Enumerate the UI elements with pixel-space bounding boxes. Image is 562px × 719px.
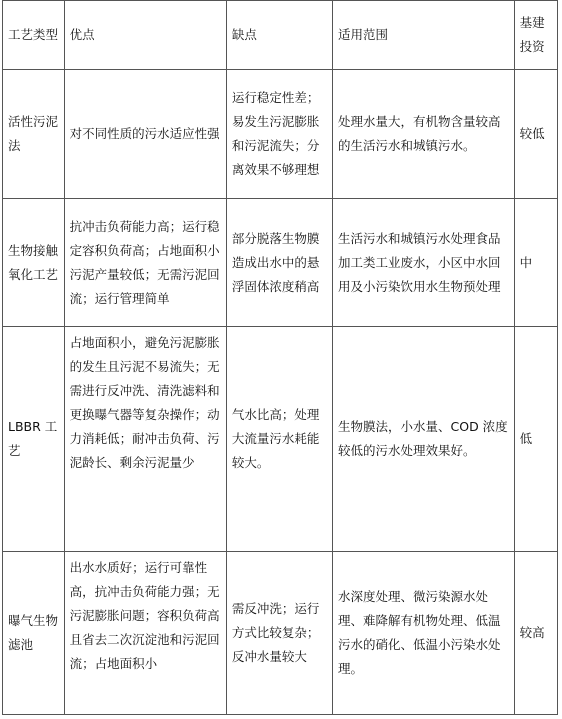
- header-investment: 基建投资: [514, 1, 557, 70]
- cell-pros: 抗冲击负荷能力高；运行稳定容积负荷高；占地面积小污泥产量较低；无需污泥回流；运行管理简单: [64, 199, 226, 327]
- table-header-row: [3, 1, 558, 70]
- cell-scope: 处理水量大，有机物含量较高的生活污水和城镇污水。: [333, 70, 515, 199]
- cell-cons: 需反冲洗；运行方式比较复杂；反冲水量较大: [226, 552, 332, 715]
- header-scope: 适用范围: [333, 1, 515, 70]
- cell-pros: 出水水质好；运行可靠性高，抗冲击负荷能力强；无污泥膨胀问题；容积负荷高且省去二次沉淀池和污泥回流；占地面积小: [64, 552, 226, 715]
- cell-investment: 中: [514, 199, 557, 327]
- cell-process-type: LBBR 工艺: [3, 327, 65, 552]
- cell-investment: 低: [514, 327, 557, 552]
- table-row: [3, 552, 558, 715]
- cell-pros: 占地面积小，避免污泥膨胀的发生且污泥不易流失；无需进行反冲洗、清洗滤料和更换曝气器等复杂操作；动力消耗低；耐冲击负荷、污泥龄长、剩余污泥量少: [64, 327, 226, 552]
- cell-cons: 气水比高；处理大流量污水耗能较大。: [226, 327, 332, 552]
- cell-cons: 运行稳定性差；易发生污泥膨胀和污泥流失；分离效果不够理想: [226, 70, 332, 199]
- cell-scope: 生活污水和城镇污水处理食品加工类工业废水，小区中水回用及小污染饮用水生物预处理: [333, 199, 515, 327]
- cell-investment: 较高: [514, 552, 557, 715]
- cell-pros: 对不同性质的污水适应性强: [64, 70, 226, 199]
- cell-process-type: 生物接触氧化工艺: [3, 199, 65, 327]
- cell-cons: 部分脱落生物膜造成出水中的悬浮固体浓度稍高: [226, 199, 332, 327]
- cell-scope: 水深度处理、微污染源水处理、难降解有机物处理、低温污水的硝化、低温小污染水处理。: [333, 552, 515, 715]
- header-pros: 优点: [64, 1, 226, 70]
- cell-investment: 较低: [514, 70, 557, 199]
- table-row: [3, 70, 558, 199]
- header-process-type: 工艺类型: [3, 1, 65, 70]
- table-row: [3, 327, 558, 552]
- cell-process-type: 活性污泥法: [3, 70, 65, 199]
- table-row: [3, 199, 558, 327]
- cell-process-type: 曝气生物滤池: [3, 552, 65, 715]
- cell-scope: 生物膜法，小水量、COD 浓度较低的污水处理效果好。: [333, 327, 515, 552]
- process-comparison-table: [2, 0, 558, 715]
- header-cons: 缺点: [226, 1, 332, 70]
